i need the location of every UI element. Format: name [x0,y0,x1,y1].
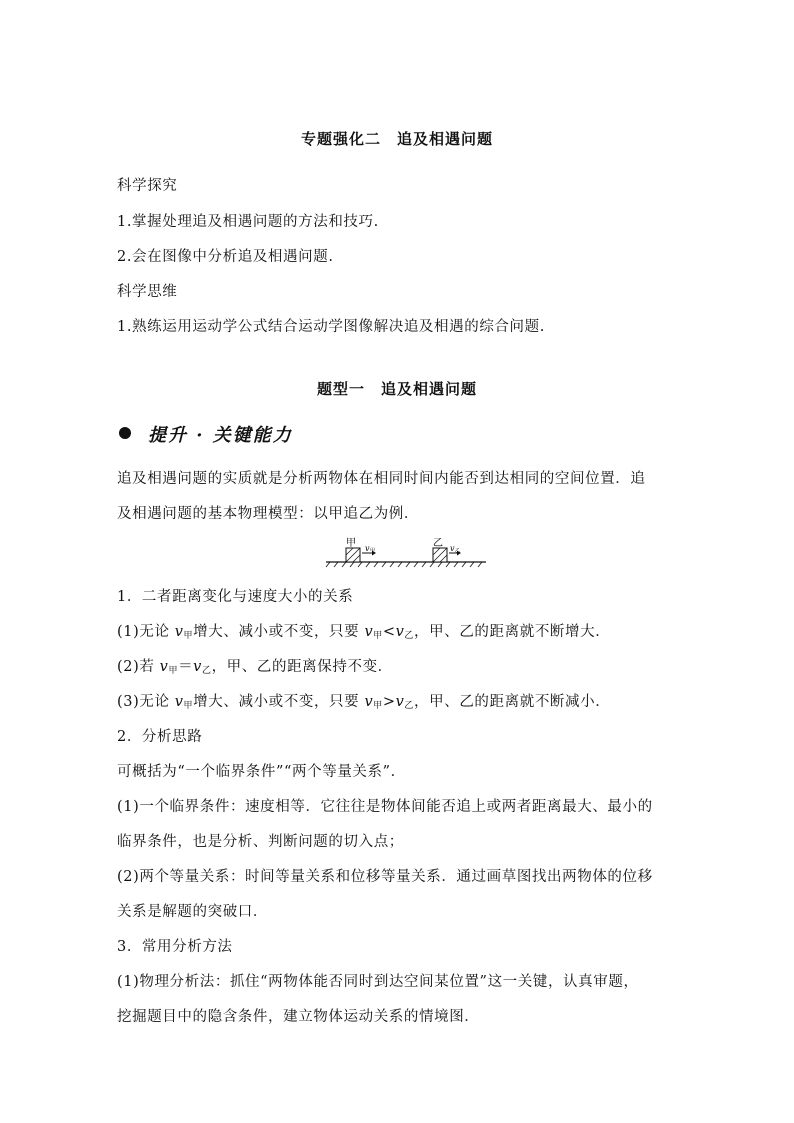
intro-line: 及相遇问题的基本物理模型：以甲追乙为例． [117,506,419,522]
paragraph-1: (1)无论 $v_甲$增大、减小或不变，只要 $v_甲<v_乙$，甲、乙的距离就不断增大． [117,624,611,641]
paragraph-2: (2)若 $v_甲=v_乙$，甲、乙的距离保持不变． [117,659,393,676]
svg-text:v: v [450,544,455,553]
section-title: 题型一 追及相遇问题 [316,380,477,398]
svg-text:v: v [365,544,370,553]
paragraph-3: (3)无论 $v_甲$增大、减小或不变，只要 $v_甲>v_乙$，甲、乙的距离就不断减小． [117,694,611,711]
paragraph-5-cont: 临界条件，也是分析、判断问题的切入点； [117,834,404,850]
label-a: 甲 [346,538,356,549]
paragraph-7-cont: 挖掘题目中的隐含条件，建立物体运动关系的情境图． [117,1009,480,1025]
paragraph-4: 可概括为“一个临界条件”“两个等量关系”． [117,764,406,780]
goal-item: 2.会在图像中分析追及相遇问题. [117,249,334,265]
intro-line: 追及相遇问题的实质就是分析两物体在相同时间内能否到达相同的空间位置．追 [117,471,646,487]
label-b: 乙 [433,538,443,549]
goal-item: 1.掌握处理追及相遇问题的方法和技巧. [117,214,379,230]
heading-1: 1．二者距离变化与速度大小的关系 [117,589,354,605]
chase-model-figure [320,535,490,569]
paragraph-5: (1)一个临界条件：速度相等．它往往是物体间能否追上或两者距离最大、最小的 [117,799,653,815]
goal-item: 1.熟练运用运动学公式结合运动学图像解决追及相遇的综合问题. [117,319,545,335]
bullet-icon [119,427,131,439]
paragraph-7: (1)物理分析法：抓住“两物体能否同时到达空间某位置”这一关键，认真审题， [117,974,639,990]
paragraph-6-cont: 关系是解题的突破口． [117,904,268,920]
paragraph-6: (2)两个等量关系：时间等量关系和位移等量关系．通过画草图找出两物体的位移 [117,869,653,885]
document-title: 专题强化二 追及相遇问题 [300,130,493,148]
svg-text:甲: 甲 [370,548,376,554]
svg-text:乙: 乙 [455,548,461,554]
subheading: 提升 · 关键能力 [148,425,293,446]
goal-heading-science-thinking: 科学思维 [117,284,178,300]
heading-2: 2．分析思路 [117,729,203,745]
goal-heading-science-inquiry: 科学探究 [117,178,178,194]
heading-3: 3．常用分析方法 [117,939,233,955]
